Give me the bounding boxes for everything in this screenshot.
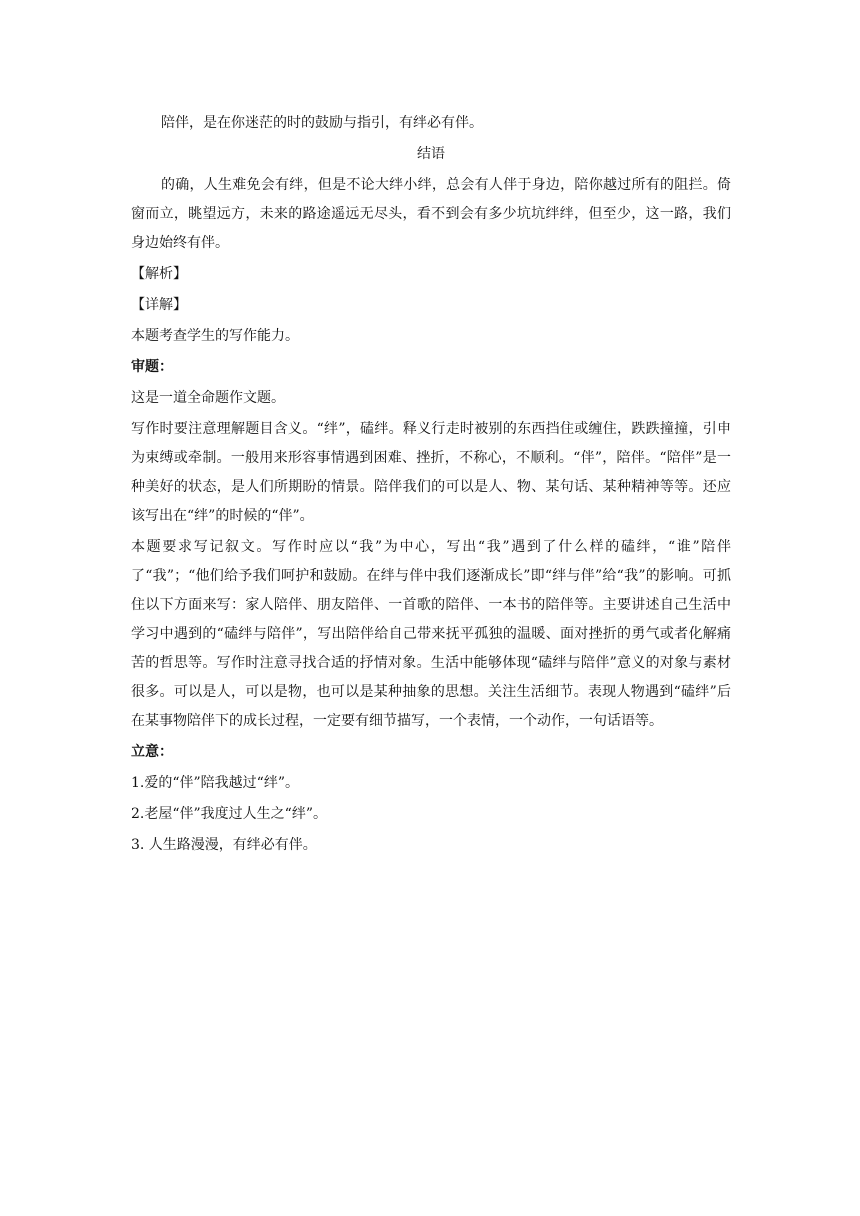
conclusion-heading: 结语 (417, 146, 445, 162)
essay-paragraph-companion: 陪伴，是在你迷茫的时的鼓励与指引，有绊必有伴。 (161, 115, 483, 131)
liyi-item: 3. 人生路漫漫，有绊必有伴。 (131, 837, 317, 853)
shenti-paragraph-2: 写作时要注意理解题目含义。“绊”，磕绊。释义行走时被别的东西挡住或缠住，跌跌撞撞，引申为束缚或牵制。一般用来形容事情遇到困难、挫折，不称心，不顺利。“伴”，陪伴。“陪伴”是一种美好的状态，是人们所期盼的情景。陪伴我们的可以是人、物、某句话、某种精神等等。还应该写出在“绊”的时候的“伴”。 (131, 421, 731, 524)
essay-paragraph-conclusion: 的确，人生难免会有绊，但是不论大绊小绊，总会有人伴于身边，陪你越过所有的阻拦。倚窗而立，眺望远方，未来的路途遥远无尽头，看不到会有多少坑坑绊绊，但至少，这一路，我们身边始终有伴。 (131, 177, 731, 251)
shenti-heading: 审题： (131, 359, 173, 375)
analysis-intro: 本题考查学生的写作能力。 (131, 328, 299, 344)
liyi-heading: 立意： (131, 744, 173, 760)
detail-tag: 【详解】 (131, 297, 187, 313)
shenti-paragraph-3: 本题要求写记叙文。写作时应以“我”为中心，写出“我”遇到了什么样的磕绊，“谁”陪伴了“我”；“他们给予我们呵护和鼓励。在绊与伴中我们逐渐成长”即“绊与伴”给“我”的影响。可抓住以下方面来写：家人陪伴、朋友陪伴、一首歌的陪伴、一本书的陪伴等。主要讲述自己生活中学习中遇到的“磕绊与陪伴”，写出陪伴给自己带来抚平孤独的温暖、面对挫折的勇气或者化解痛苦的哲思等。写作时注意寻找合适的抒情对象。生活中能够体现“磕绊与陪伴”意义的对象与素材很多。可以是人，可以是物，也可以是某种抽象的思想。关注生活细节。表现人物遇到“磕绊”后在某事物陪伴下的成长过程，一定要有细节描写，一个表情，一个动作，一句话语等。 (131, 539, 731, 729)
liyi-item: 2.老屋“伴”我度过人生之“绊”。 (131, 806, 327, 822)
liyi-item: 1.爱的“伴”陪我越过“绊”。 (131, 775, 299, 791)
analysis-tag: 【解析】 (131, 266, 187, 282)
shenti-paragraph-1: 这是一道全命题作文题。 (131, 390, 285, 406)
document-content (131, 109, 731, 862)
